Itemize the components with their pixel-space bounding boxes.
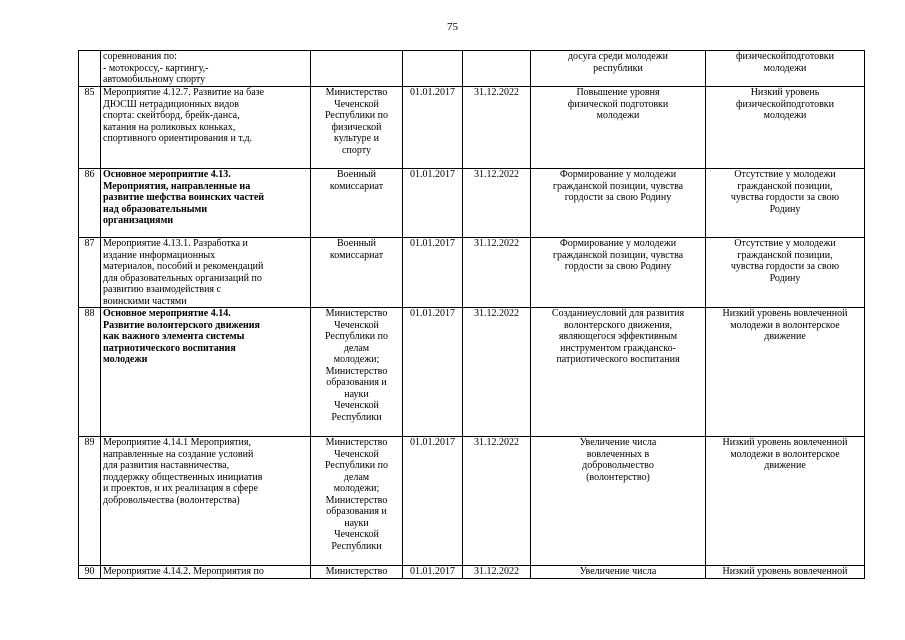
executor <box>311 308 403 437</box>
expected-result-line: гордости за свою Родину <box>564 261 672 272</box>
non-implementation-consequence <box>706 169 865 238</box>
measure-name-line: организациями <box>103 215 174 226</box>
executor-line: культуре и <box>334 133 379 144</box>
row-number: 88 <box>79 308 101 437</box>
start-date: 01.01.2017 <box>403 87 463 169</box>
expected-result-line: досуга среди молодежи <box>567 51 669 62</box>
non-implementation-consequence-line: Низкий уровень вовлеченной <box>722 308 848 319</box>
executor-line: Чеченской <box>334 529 379 540</box>
measure-name-line: добровольчества (волонтерства) <box>103 494 240 506</box>
executor-line: Чеченской <box>334 98 379 110</box>
measure-name-line: над образовательными <box>103 203 208 215</box>
expected-result-line: Формирование у молодежи <box>559 169 677 180</box>
executor-line: комиссариат <box>329 180 384 192</box>
row-number: 87 <box>79 238 101 308</box>
measure-name-line: Основное мероприятие 4.14. <box>103 308 231 319</box>
measure-name-line: материалов, пособий и рекомендаций <box>103 261 264 272</box>
executor <box>311 51 403 87</box>
expected-result-line: молодежи <box>596 110 640 121</box>
executor-line: делам <box>343 342 370 354</box>
start-date: 01.01.2017 <box>403 437 463 566</box>
table-row <box>79 169 865 238</box>
executor-line: Чеченской <box>334 319 379 331</box>
measure-name-line: издание информационных <box>103 249 216 261</box>
measure-name-line: Мероприятие 4.14.2. Мероприятия по <box>103 566 264 577</box>
expected-result <box>531 169 706 238</box>
executor-line: Чеченской <box>334 400 379 411</box>
executor-line: физической <box>331 121 382 133</box>
non-implementation-consequence <box>706 437 865 566</box>
start-date: 01.01.2017 <box>403 169 463 238</box>
non-implementation-consequence-line: молодежи <box>763 110 807 121</box>
executor-line: делам <box>343 471 370 483</box>
non-implementation-consequence <box>706 566 865 579</box>
executor-line: науки <box>344 388 369 400</box>
expected-result-line: патриотического воспитания <box>556 354 680 365</box>
measure-name-line: - мотокроссу,- картингу,- <box>103 62 209 74</box>
measure-name-line: автомобильному спорту <box>103 74 206 85</box>
non-implementation-consequence-line: молодежи в волонтерское <box>730 448 840 460</box>
expected-result-line: Созданиеусловий для развития <box>551 308 685 319</box>
expected-result <box>531 87 706 169</box>
executor-line: спорту <box>342 144 371 156</box>
end-date: 31.12.2022 <box>463 566 531 579</box>
measures-table <box>78 50 865 579</box>
measure-name-line: для образовательных организаций по <box>103 272 262 284</box>
executor-line: образования и <box>326 377 387 388</box>
measure-name-line: воинскими частями <box>103 295 187 307</box>
executor-line: Министерство <box>325 365 388 377</box>
expected-result <box>531 566 706 579</box>
measure-name-line: Развитие волонтерского движения <box>103 319 260 331</box>
non-implementation-consequence-line: движение <box>764 460 806 471</box>
executor <box>311 87 403 169</box>
non-implementation-consequence-line: молодежи <box>763 62 807 74</box>
expected-result-line: гордости за свою Родину <box>564 192 672 203</box>
expected-result-line: Формирование у молодежи <box>559 238 677 249</box>
measure-name-line: Основное мероприятие 4.13. <box>103 169 231 180</box>
expected-result-line: физической подготовки <box>567 98 669 110</box>
measure-name-line: спортивного ориентирования и т.д. <box>103 133 253 144</box>
non-implementation-consequence-line: Отсутствие у молодежи <box>734 169 836 180</box>
table-body <box>79 51 865 579</box>
expected-result-line: инструментом гражданско- <box>560 342 676 354</box>
executor-line: Чеченской <box>334 448 379 460</box>
end-date <box>463 51 531 87</box>
expected-result-line: республики <box>593 62 643 74</box>
expected-result-line: (волонтерство) <box>586 471 650 483</box>
executor-line: Министерство <box>325 437 388 448</box>
non-implementation-consequence-line: гражданской позиции, <box>737 249 833 261</box>
non-implementation-consequence-line: Низкий уровень вовлеченной <box>722 566 848 577</box>
measure-name-line: поддержку общественных инициатив <box>103 471 263 483</box>
measure-name-line: ДЮСШ нетрадиционных видов <box>103 98 240 110</box>
row-number: 86 <box>79 169 101 238</box>
executor <box>311 566 403 579</box>
non-implementation-consequence-line: чувства гордости за свою <box>730 192 840 203</box>
table-row <box>79 238 865 308</box>
executor-line: Министерство <box>325 308 388 319</box>
measure-name <box>101 437 311 566</box>
non-implementation-consequence-line: физическойподготовки <box>735 98 835 110</box>
executor-line: Военный <box>336 238 376 249</box>
executor-line: Республики по <box>324 331 389 342</box>
measure-name-line: Мероприятия, направленные на <box>103 180 251 192</box>
end-date: 31.12.2022 <box>463 238 531 308</box>
measure-name-line: спорта: скейтборд, брейк-данса, <box>103 110 240 121</box>
executor-line: Республики <box>331 540 382 552</box>
non-implementation-consequence-line: Родину <box>769 272 801 284</box>
measure-name <box>101 87 311 169</box>
measure-name-line: патриотического воспитания <box>103 342 236 354</box>
measure-name-line: катания на роликовых коньках, <box>103 121 236 133</box>
executor-line: Республики по <box>324 460 389 471</box>
non-implementation-consequence-line: гражданской позиции, <box>737 180 833 192</box>
expected-result-line: гражданской позиции, чувства <box>552 180 684 192</box>
executor-line: Республики <box>331 411 382 423</box>
row-number: 85 <box>79 87 101 169</box>
non-implementation-consequence-line: Низкий уровень <box>750 87 820 98</box>
expected-result-line: Увеличение числа <box>579 437 657 448</box>
measure-name-line: как важного элемента системы <box>103 331 245 342</box>
executor-line: Военный <box>336 169 376 180</box>
executor-line: Министерство <box>325 87 388 98</box>
non-implementation-consequence-line: чувства гордости за свою <box>730 261 840 272</box>
expected-result-line: Повышение уровня <box>576 87 660 98</box>
start-date: 01.01.2017 <box>403 566 463 579</box>
measure-name-line: направленные на создание условий <box>103 448 254 460</box>
expected-result-line: добровольчество <box>582 460 654 471</box>
executor-line: молодежи; <box>333 483 380 494</box>
start-date: 01.01.2017 <box>403 238 463 308</box>
executor-line: Министерство <box>325 494 388 506</box>
end-date: 31.12.2022 <box>463 169 531 238</box>
executor-line: образования и <box>326 506 387 517</box>
start-date: 01.01.2017 <box>403 308 463 437</box>
measure-name-line: и проектов, и их реализация в сфере <box>103 483 258 494</box>
expected-result <box>531 437 706 566</box>
executor-line: комиссариат <box>329 249 384 261</box>
non-implementation-consequence <box>706 51 865 87</box>
row-number <box>79 51 101 87</box>
expected-result-line: гражданской позиции, чувства <box>552 249 684 261</box>
non-implementation-consequence <box>706 308 865 437</box>
non-implementation-consequence-line: физическойподготовки <box>735 51 835 62</box>
start-date <box>403 51 463 87</box>
measure-name-line: Мероприятие 4.14.1 Мероприятия, <box>103 437 251 448</box>
non-implementation-consequence <box>706 238 865 308</box>
row-number: 90 <box>79 566 101 579</box>
measure-name-line: соревнования по: <box>103 51 177 62</box>
measure-name-line: развитию взаимодействия с <box>103 284 221 295</box>
table-row <box>79 566 865 579</box>
end-date: 31.12.2022 <box>463 308 531 437</box>
end-date: 31.12.2022 <box>463 87 531 169</box>
executor-line: Республики по <box>324 110 389 121</box>
measure-name <box>101 51 311 87</box>
expected-result <box>531 238 706 308</box>
non-implementation-consequence-line: Отсутствие у молодежи <box>734 238 836 249</box>
expected-result-line: вовлеченных в <box>586 448 650 460</box>
non-implementation-consequence-line: Низкий уровень вовлеченной <box>722 437 848 448</box>
executor <box>311 238 403 308</box>
measure-name <box>101 308 311 437</box>
row-number: 89 <box>79 437 101 566</box>
executor <box>311 437 403 566</box>
measure-name <box>101 238 311 308</box>
executor <box>311 169 403 238</box>
executor-line: науки <box>344 517 369 529</box>
table-row <box>79 437 865 566</box>
end-date: 31.12.2022 <box>463 437 531 566</box>
table-row <box>79 51 865 87</box>
measure-name <box>101 169 311 238</box>
expected-result-line: волонтерского движения, <box>564 319 672 331</box>
table-row <box>79 87 865 169</box>
measure-name-line: Мероприятие 4.12.7. Развитие на базе <box>103 87 265 98</box>
measure-name-line: молодежи <box>103 354 148 365</box>
non-implementation-consequence <box>706 87 865 169</box>
measure-name <box>101 566 311 579</box>
expected-result <box>531 308 706 437</box>
executor-line: молодежи; <box>333 354 380 365</box>
expected-result <box>531 51 706 87</box>
non-implementation-consequence-line: движение <box>764 331 806 342</box>
table-row <box>79 308 865 437</box>
measure-name-line: для развития наставничества, <box>103 460 230 471</box>
page-number: 75 <box>447 21 458 33</box>
measure-name-line: Мероприятие 4.13.1. Разработка и <box>103 238 248 249</box>
non-implementation-consequence-line: молодежи в волонтерское <box>730 319 840 331</box>
non-implementation-consequence-line: Родину <box>769 203 801 215</box>
executor-line: Министерство <box>325 566 388 577</box>
expected-result-line: Увеличение числа <box>579 566 657 577</box>
expected-result-line: являющегося эффективным <box>558 331 678 342</box>
measure-name-line: развитие шефства воинских частей <box>103 192 265 203</box>
